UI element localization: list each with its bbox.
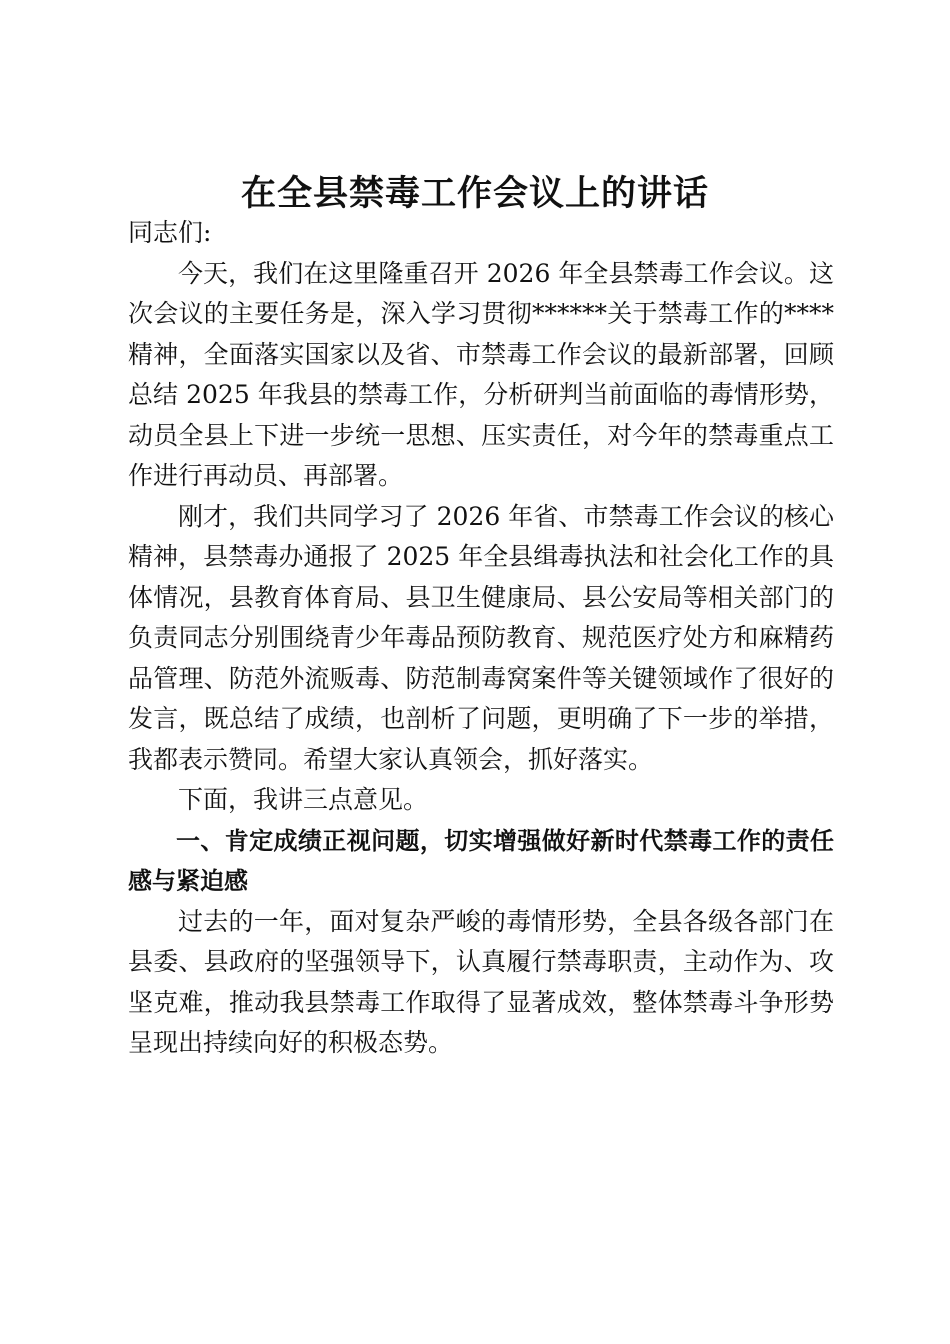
paragraph-review: 刚才，我们共同学习了 2026 年省、市禁毒工作会议的核心精神，县禁毒办通报了 2025 年全县缉毒执法和社会化工作的具体情况，县教育体育局、县卫生健康局、县公安局等相关部门的负责同志分别围绕青少年毒品预防教育、规范医疗处方和麻精药品管理、防范外流贩毒、防范制毒窝案件等关键领域作了很好的发言，既总结了成绩，也剖析了问题，更明确了下一步的举措，我都表示赞同。希望大家认真领会，抓好落实。: [128, 501, 834, 774]
section-paragraph: 过去的一年，面对复杂严峻的毒情形势，全县各级各部门在县委、县政府的坚强领导下，认真履行禁毒职责，主动作为、攻坚克难，推动我县禁毒工作取得了显著成效，整体禁毒斗争形势呈现出持续向好的积极态势。: [128, 906, 834, 1057]
paragraph-transition: 下面，我讲三点意见。: [178, 785, 429, 814]
section-heading: 一、肯定成绩正视问题，切实增强做好新时代禁毒工作的责任感与紧迫感: [128, 826, 834, 895]
salutation: 同志们:: [128, 218, 212, 247]
paragraph-opening: 今天，我们在这里隆重召开 2026 年全县禁毒工作会议。这次会议的主要任务是，深入学习贯彻******关于禁毒工作的****精神，全面落实国家以及省、市禁毒工作会议的最新部署，回顾总结 2025 年我县的禁毒工作，分析研判当前面临的毒情形势，动员全县上下进一步统一思想、压实责任，对今年的禁毒重点工作进行再动员、再部署。: [128, 258, 834, 490]
document-body: [128, 213, 834, 1064]
document-title: 在全县禁毒工作会议上的讲话: [240, 174, 709, 214]
